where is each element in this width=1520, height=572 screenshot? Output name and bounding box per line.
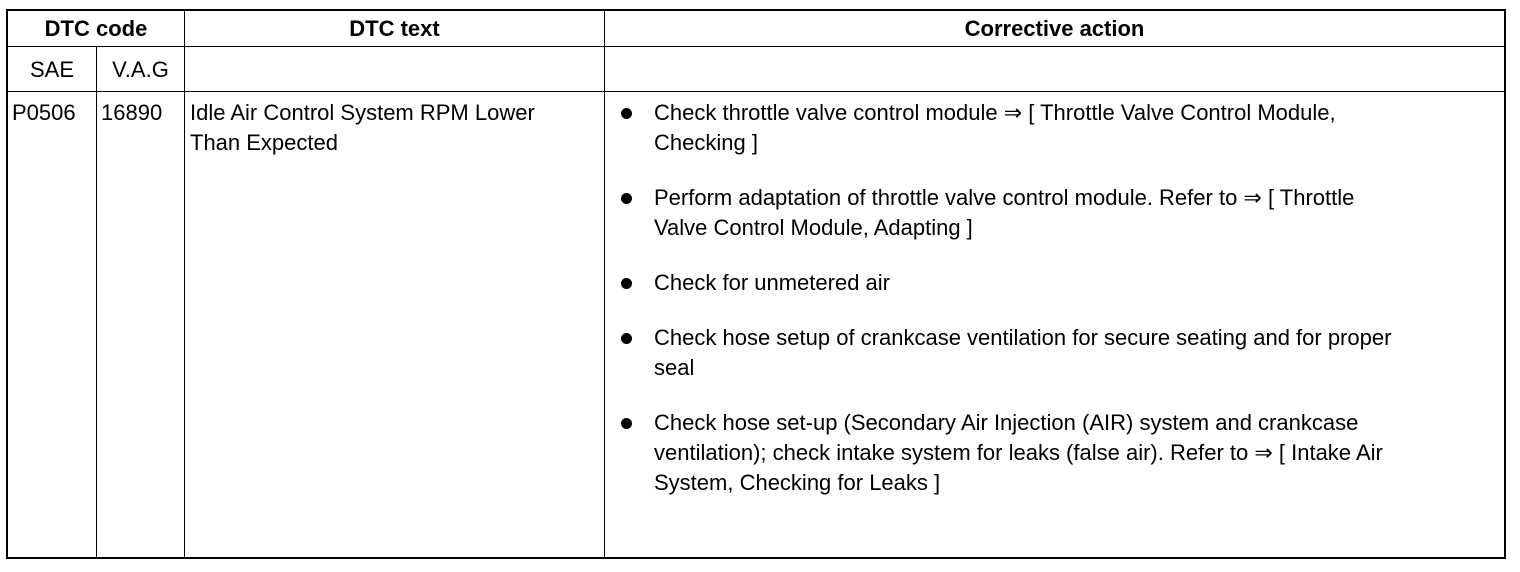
header-dtc-text: DTC text: [349, 16, 440, 41]
subheader-sae: SAE: [29, 57, 75, 82]
corrective-action-list: [618, 98, 1498, 523]
col-divider-text-action: [604, 11, 605, 558]
header-divider: [7, 46, 1505, 47]
header-corrective-action: Corrective action: [964, 16, 1145, 41]
col-divider-sae-vag: [96, 47, 97, 558]
bullet-icon: [621, 278, 632, 289]
list-item: [618, 408, 1498, 498]
action-line: Check for unmetered air: [654, 270, 890, 295]
action-line: seal: [654, 355, 695, 380]
subheader-vag: V.A.G: [112, 57, 169, 82]
action-line: Perform adaptation of throttle valve control module. Refer to ⇒ [ Throttle: [654, 185, 1355, 210]
action-line: Check hose setup of crankcase ventilation for secure seating and for proper: [654, 325, 1392, 350]
row-sae-code: P0506: [12, 100, 76, 125]
action-line: Check throttle valve control module ⇒ [ Throttle Valve Control Module,: [654, 100, 1336, 125]
list-item: [618, 323, 1498, 383]
list-item: [618, 98, 1498, 158]
list-item: [618, 183, 1498, 243]
bullet-icon: [621, 193, 632, 204]
bullet-icon: [621, 418, 632, 429]
action-line: Checking ]: [654, 130, 758, 155]
header-dtc-code: DTC code: [44, 16, 148, 41]
col-divider-code-text: [184, 11, 185, 558]
action-line: Valve Control Module, Adapting ]: [654, 215, 973, 240]
row-dtc-text-line2: Than Expected: [190, 130, 338, 155]
action-line: Check hose set-up (Secondary Air Injection (AIR) system and crankcase: [654, 410, 1359, 435]
list-item: [618, 268, 1498, 298]
action-line: System, Checking for Leaks ]: [654, 470, 941, 495]
row-vag-code: 16890: [101, 100, 163, 125]
subheader-divider: [7, 91, 1505, 92]
row-dtc-text-line1: Idle Air Control System RPM Lower: [190, 100, 535, 125]
action-line: ventilation); check intake system for leaks (false air). Refer to ⇒ [ Intake Air: [654, 440, 1383, 465]
bullet-icon: [621, 108, 632, 119]
bullet-icon: [621, 333, 632, 344]
